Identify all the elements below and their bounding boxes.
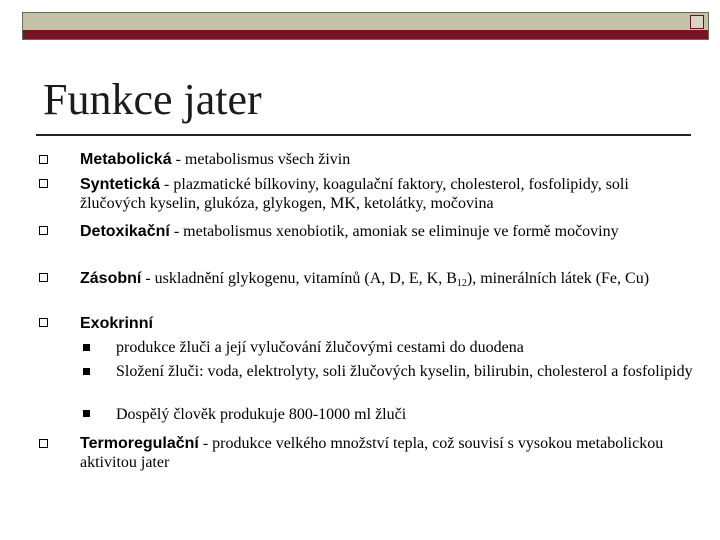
item-term: Metabolická bbox=[80, 151, 172, 168]
item-text: ), minerálních látek (Fe, Cu) bbox=[466, 270, 650, 287]
item-text: - produkce velkého množství tepla, což souvisí s vysokou metabolickou aktivitou jater bbox=[80, 435, 664, 471]
item-text: - metabolismus xenobiotik, amoniak se eliminuje ve formě močoviny bbox=[169, 223, 619, 240]
filled-square-bullet-icon bbox=[83, 344, 90, 351]
hollow-square-bullet-icon bbox=[39, 179, 48, 188]
hollow-square-bullet-icon bbox=[39, 439, 48, 448]
list-item-exocrine bbox=[80, 314, 690, 333]
title-divider bbox=[36, 134, 691, 136]
list-item-storage bbox=[80, 269, 690, 293]
list-item-metabolic bbox=[80, 150, 690, 169]
hollow-square-bullet-icon bbox=[39, 155, 48, 164]
item-term: Termoregulační bbox=[80, 435, 199, 452]
top-decoration-stripe bbox=[23, 30, 708, 39]
item-term: Detoxikační bbox=[80, 223, 170, 240]
sub-list-item: Dospělý člověk produkuje 800-1000 ml žluči bbox=[116, 406, 407, 423]
top-decoration-bar bbox=[22, 12, 709, 40]
subscript: 12 bbox=[456, 278, 467, 289]
item-text: - plazmatické bílkoviny, koagulační faktory, cholesterol, fosfolipidy, soli žlučových kyselin, glukóza, glykogen, MK, ketolátky, močovina bbox=[80, 176, 629, 212]
hollow-square-bullet-icon bbox=[39, 226, 48, 235]
list-item-thermoregulation bbox=[80, 434, 690, 472]
item-term: Syntetická bbox=[80, 176, 161, 193]
item-text: - metabolismus všech živin bbox=[171, 151, 351, 168]
list-item-synthetic bbox=[80, 175, 690, 213]
filled-square-bullet-icon bbox=[83, 368, 90, 375]
slide-title: Funkce jater bbox=[43, 75, 262, 124]
filled-square-bullet-icon bbox=[83, 410, 90, 417]
sub-list-item: produkce žluči a její vylučování žlučovými cestami do duodena bbox=[116, 339, 524, 356]
top-decoration-box bbox=[690, 15, 704, 29]
item-term: Zásobní bbox=[80, 270, 142, 287]
list-item-detox bbox=[80, 222, 690, 241]
hollow-square-bullet-icon bbox=[39, 318, 48, 327]
item-term: Exokrinní bbox=[80, 315, 153, 332]
sub-list-item: Složení žluči: voda, elektrolyty, soli žlučových kyselin, bilirubin, cholesterol a fosfolipidy bbox=[116, 363, 693, 380]
hollow-square-bullet-icon bbox=[39, 273, 48, 282]
item-text: - uskladnění glykogenu, vitamínů (A, D, E, K, B bbox=[141, 270, 457, 287]
